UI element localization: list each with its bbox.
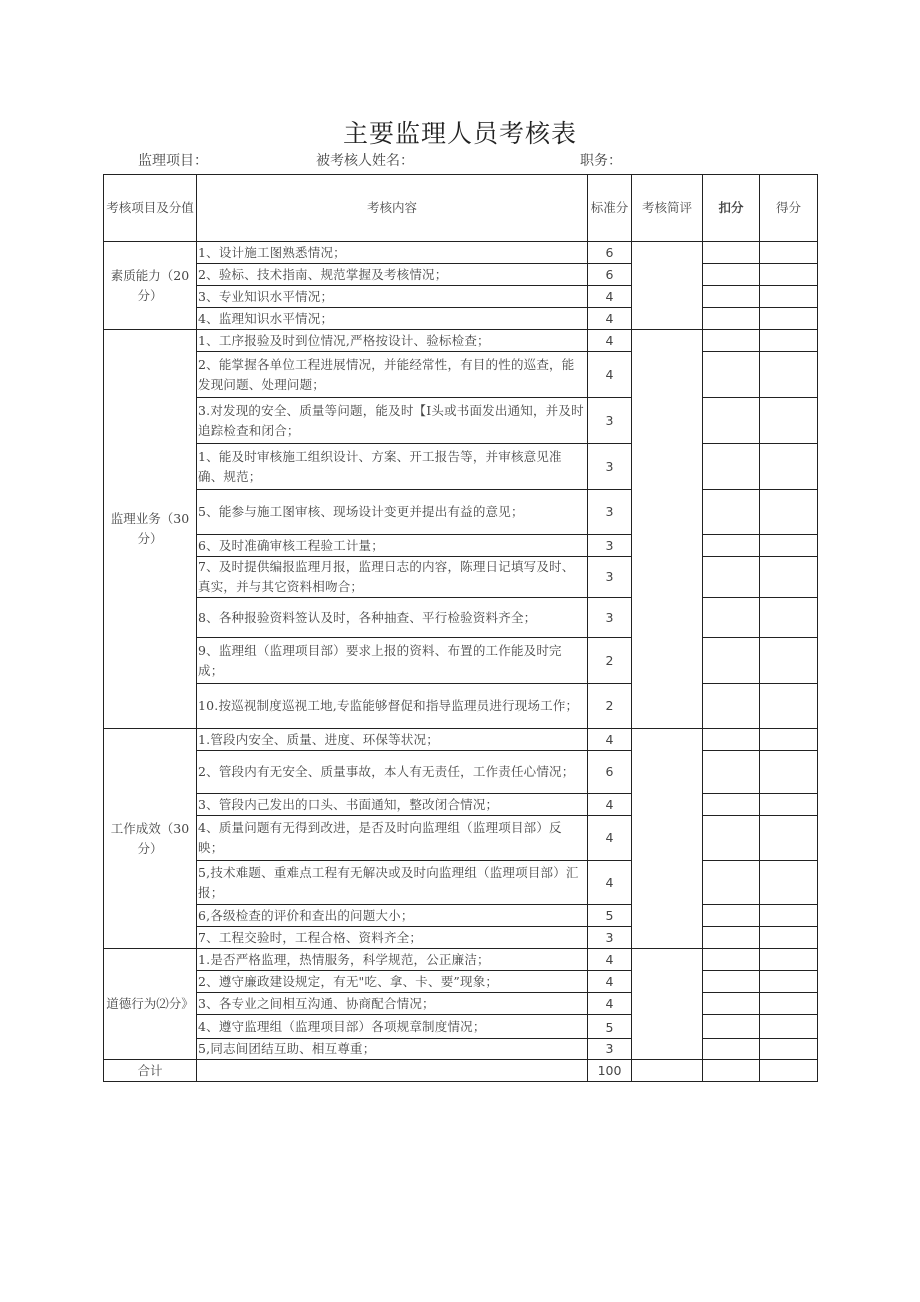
score-cell[interactable] <box>760 861 818 905</box>
criterion-text: 3.对发现的安全、质量等问题，能及时【I头或书面发出通知，并及时追踪检查和闭合； <box>197 398 588 444</box>
standard-score: 6 <box>588 242 632 264</box>
criterion-text: 7、及时提供编报监理月报，监理日志的内容，陈理日记填写及时、真实，并与其它资料相吻合； <box>197 557 588 598</box>
criterion-text: 4、监理知识水平情况； <box>197 308 588 330</box>
table-row <box>104 598 818 638</box>
score-cell[interactable] <box>760 535 818 557</box>
standard-score: 4 <box>588 308 632 330</box>
standard-score: 3 <box>588 535 632 557</box>
criterion-text: 1、设计施工图熟悉情况； <box>197 242 588 264</box>
deduct-cell[interactable] <box>703 993 760 1015</box>
standard-score: 2 <box>588 684 632 729</box>
table-row <box>104 638 818 684</box>
total-deduct-cell[interactable] <box>703 1060 760 1082</box>
deduct-cell[interactable] <box>703 598 760 638</box>
standard-score: 4 <box>588 949 632 971</box>
standard-score: 3 <box>588 444 632 490</box>
score-cell[interactable] <box>760 1015 818 1039</box>
criterion-text: 2、管段内有无安全、质量事故，本人有无责任，工作责任心情况； <box>197 751 588 794</box>
deduct-cell[interactable] <box>703 352 760 398</box>
total-label: 合计 <box>104 1060 197 1082</box>
score-cell[interactable] <box>760 490 818 535</box>
criterion-text: 8、各种报验资料签认及时，各种抽查、平行检验资料齐全； <box>197 598 588 638</box>
score-cell[interactable] <box>760 398 818 444</box>
score-cell[interactable] <box>760 949 818 971</box>
standard-score: 3 <box>588 398 632 444</box>
deduct-cell[interactable] <box>703 794 760 816</box>
score-cell[interactable] <box>760 308 818 330</box>
table-row <box>104 751 818 794</box>
table-row <box>104 535 818 557</box>
standard-score: 3 <box>588 1039 632 1060</box>
criterion-text: 5,技术难题、重难点工程有无解决或及时向监理组（监理项目部）汇报； <box>197 861 588 905</box>
criterion-text: 5、能参与施工图审核、现场设计变更并提出有益的意见； <box>197 490 588 535</box>
standard-score: 4 <box>588 352 632 398</box>
deduct-cell[interactable] <box>703 861 760 905</box>
criterion-text: 10.按巡视制度巡视工地,专监能够督促和指导监理员进行现场工作； <box>197 684 588 729</box>
score-cell[interactable] <box>760 264 818 286</box>
deduct-cell[interactable] <box>703 330 760 352</box>
standard-score: 4 <box>588 971 632 993</box>
criterion-text: 7、工程交验时，工程合格、资料齐全； <box>197 927 588 949</box>
criterion-text: 3、各专业之间相互沟通、协商配合情况； <box>197 993 588 1015</box>
deduct-cell[interactable] <box>703 949 760 971</box>
table-row <box>104 794 818 816</box>
project-label: 监理项目： <box>138 153 208 169</box>
table-row <box>104 352 818 398</box>
score-cell[interactable] <box>760 751 818 794</box>
criterion-text: 2、遵守廉政建设规定，有无"吃、拿、卡、要”现象； <box>197 971 588 993</box>
total-score: 100 <box>588 1060 632 1082</box>
deduct-cell[interactable] <box>703 751 760 794</box>
comment-header: 考核简评 <box>632 175 703 242</box>
criterion-text: 1.是否严格监理，热情服务，科学规范，公正廉洁； <box>197 949 588 971</box>
score-cell[interactable] <box>760 729 818 751</box>
assessment-table <box>103 174 818 1082</box>
table-row <box>104 557 818 598</box>
deduct-cell[interactable] <box>703 638 760 684</box>
standard-score: 2 <box>588 638 632 684</box>
deduct-cell[interactable] <box>703 1015 760 1039</box>
standard-score: 4 <box>588 861 632 905</box>
score-cell[interactable] <box>760 330 818 352</box>
table-row <box>104 905 818 927</box>
table-row <box>104 684 818 729</box>
score-cell[interactable] <box>760 352 818 398</box>
table-row <box>104 398 818 444</box>
deduct-cell[interactable] <box>703 490 760 535</box>
score-cell[interactable] <box>760 286 818 308</box>
criterion-text: 6,各级检查的评价和查出的问题大小； <box>197 905 588 927</box>
criterion-text: 6、及时准确审核工程验工计量； <box>197 535 588 557</box>
standard-score: 3 <box>588 598 632 638</box>
criterion-text: 1、工序报验及时到位情况,严格按设计、验标检查； <box>197 330 588 352</box>
total-row <box>104 1060 818 1082</box>
standard-score: 3 <box>588 927 632 949</box>
criterion-text: 4、质量问题有无得到改进，是否及时向监理组（监理项目部）反映； <box>197 816 588 861</box>
standard-score: 4 <box>588 286 632 308</box>
deduct-cell[interactable] <box>703 308 760 330</box>
criterion-text: 1.管段内安全、质量、进度、环保等状况； <box>197 729 588 751</box>
score-cell[interactable] <box>760 598 818 638</box>
score-cell[interactable] <box>760 794 818 816</box>
total-content-cell <box>197 1060 588 1082</box>
score-cell[interactable] <box>760 638 818 684</box>
standard-score: 4 <box>588 993 632 1015</box>
category-header: 考核项目及分值 <box>104 175 197 242</box>
score-cell[interactable] <box>760 1039 818 1060</box>
deduct-cell[interactable] <box>703 535 760 557</box>
assessee-name-label: 被考核人姓名： <box>316 153 414 169</box>
score-cell[interactable] <box>760 971 818 993</box>
comment-cell[interactable] <box>632 729 703 949</box>
deduct-cell[interactable] <box>703 816 760 861</box>
table-row <box>104 1039 818 1060</box>
table-row <box>104 816 818 861</box>
deduct-cell[interactable] <box>703 264 760 286</box>
criterion-text: 5,同志间团结互助、相互尊重； <box>197 1039 588 1060</box>
category-quality-ability: 素质能力（20分） <box>104 242 197 330</box>
standard-score: 4 <box>588 729 632 751</box>
deduct-cell[interactable] <box>703 1039 760 1060</box>
content-header: 考核内容 <box>197 175 588 242</box>
table-row <box>104 330 818 352</box>
standard-score: 4 <box>588 816 632 861</box>
table-row <box>104 1015 818 1039</box>
criterion-text: 4、遵守监理组（监理项目部）各项规章制度情况； <box>197 1015 588 1039</box>
standard-score: 3 <box>588 557 632 598</box>
deduct-cell[interactable] <box>703 398 760 444</box>
position-label: 职务： <box>580 153 622 169</box>
category-supervision-business: 监理业务（30分） <box>104 330 197 729</box>
total-comment-cell[interactable] <box>632 1060 703 1082</box>
score-cell[interactable] <box>760 444 818 490</box>
table-row <box>104 264 818 286</box>
standard-score: 5 <box>588 1015 632 1039</box>
table-row <box>104 490 818 535</box>
category-work-results: 工作成效（30分） <box>104 729 197 949</box>
page-title: 主要监理人员考核表 <box>342 119 577 148</box>
criterion-text: 3、管段内己发出的口头、书面通知，整改闭合情况； <box>197 794 588 816</box>
score-cell[interactable] <box>760 927 818 949</box>
total-final-score-cell[interactable] <box>760 1060 818 1082</box>
table-row <box>104 242 818 264</box>
score-cell[interactable] <box>760 993 818 1015</box>
score-header: 得分 <box>760 175 818 242</box>
deduct-cell[interactable] <box>703 905 760 927</box>
deduct-cell[interactable] <box>703 242 760 264</box>
category-moral-conduct: 道德行为⑵分》 <box>104 949 197 1060</box>
deduct-cell[interactable] <box>703 684 760 729</box>
table-row <box>104 308 818 330</box>
standard-score-header: 标准分 <box>588 175 632 242</box>
table-row <box>104 993 818 1015</box>
deduct-cell[interactable] <box>703 927 760 949</box>
deduct-cell[interactable] <box>703 557 760 598</box>
comment-cell[interactable] <box>632 242 703 330</box>
standard-score: 4 <box>588 330 632 352</box>
criterion-text: 3、专业知识水平情况； <box>197 286 588 308</box>
table-row <box>104 927 818 949</box>
deduct-header: 扣分 <box>703 175 760 242</box>
criterion-text: 2、能掌握各单位工程进展情况，并能经常性，有目的性的巡查，能发现问题、处理问题； <box>197 352 588 398</box>
standard-score: 6 <box>588 751 632 794</box>
table-row <box>104 971 818 993</box>
comment-cell[interactable] <box>632 330 703 729</box>
score-cell[interactable] <box>760 557 818 598</box>
deduct-cell[interactable] <box>703 729 760 751</box>
criterion-text: 2、验标、技术指南、规范掌握及考核情况； <box>197 264 588 286</box>
table-row <box>104 729 818 751</box>
header-row <box>104 175 818 242</box>
score-cell[interactable] <box>760 905 818 927</box>
standard-score: 5 <box>588 905 632 927</box>
deduct-cell[interactable] <box>703 444 760 490</box>
table-row <box>104 286 818 308</box>
standard-score: 3 <box>588 490 632 535</box>
score-cell[interactable] <box>760 816 818 861</box>
standard-score: 4 <box>588 794 632 816</box>
table-row <box>104 444 818 490</box>
score-cell[interactable] <box>760 242 818 264</box>
criterion-text: 9、监理组（监理项目部）要求上报的资料、布置的工作能及时完成； <box>197 638 588 684</box>
score-cell[interactable] <box>760 684 818 729</box>
standard-score: 6 <box>588 264 632 286</box>
table-row <box>104 949 818 971</box>
table-row <box>104 861 818 905</box>
deduct-cell[interactable] <box>703 286 760 308</box>
deduct-cell[interactable] <box>703 971 760 993</box>
criterion-text: 1、能及时审核施工组织设计、方案、开工报告等，并审核意见准确、规范； <box>197 444 588 490</box>
comment-cell[interactable] <box>632 949 703 1060</box>
